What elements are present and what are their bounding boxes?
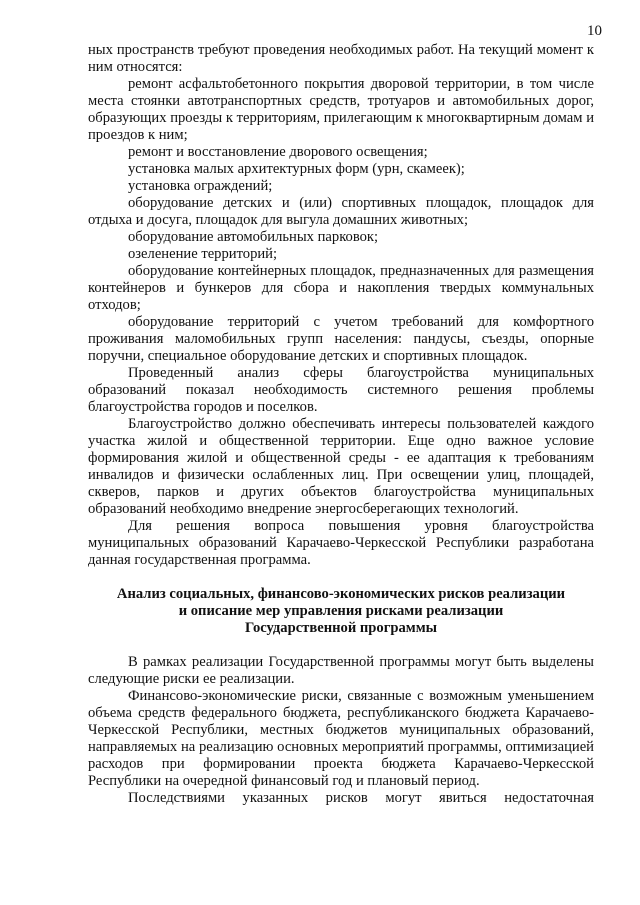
list-item-parking: оборудование автомобильных парковок; xyxy=(128,229,379,245)
paragraph-analysis: Проведенный анализ сферы благоустройства муниципальных образований показал необходимость системного решения проблемы благоустройства городов и поселков. xyxy=(88,365,594,415)
paragraph-risks-intro: В рамках реализации Государственной программы могут быть выделены следующие риски ее реализации. xyxy=(88,654,594,687)
section-heading-line: и описание мер управления рисками реализации xyxy=(178,603,504,619)
section-heading-line: Государственной программы xyxy=(244,620,438,636)
section-heading xyxy=(88,586,594,637)
list-item-small-forms: установка малых архитектурных форм (урн, скамеек); xyxy=(128,161,465,177)
list-item-greening: озеленение территорий; xyxy=(128,246,278,262)
list-item-accessibility: оборудование территорий с учетом требований для комфортного проживания маломобильных групп населения: пандусы, съезды, опорные поручни, специальное оборудование детских и спортивных площадок. xyxy=(88,314,594,364)
paragraph-requirements: Благоустройство должно обеспечивать интересы пользователей каждого участка жилой и общественной территории. Еще одно важное условие формирования жилой и общественной среды - ее адаптация к требованиям инвалидов и физически ослабленных лиц. При освещении улиц, площадей, скверов, парков и других объектов благоустройства муниципальных образований необходимо внедрение энергосберегающих технологий. xyxy=(88,416,594,517)
list-item-lighting: ремонт и восстановление дворового освещения; xyxy=(128,144,428,160)
document-body xyxy=(88,42,594,807)
paragraph-financial-risks: Финансово-экономические риски, связанные с возможным уменьшением объема средств федерального бюджета, республиканского бюджета Карачаево-Черкесской Республики, местных бюджетов муниципальных образований, направляемых на реализацию основных мероприятий программы, оптимизацией расходов при формировании проекта бюджета Карачаево-Черкесской Республики на очередной финансовый год и плановый период. xyxy=(88,688,594,789)
paragraph-program: Для решения вопроса повышения уровня благоустройства муниципальных образований Карачаево-Черкесской Республики разработана данная государственная программа. xyxy=(88,518,594,568)
list-item-asphalt-repair: ремонт асфальтобетонного покрытия дворовой территории, в том числе места стоянки автотранспортных средств, тротуаров и автомобильных дорог, образующих проезды к территориям, прилегающим к многоквартирным домам и проездов к ним; xyxy=(88,76,594,143)
paragraph-continuation: ных пространств требуют проведения необходимых работ. На текущий момент к ним относятся: xyxy=(88,42,594,75)
section-heading-line: Анализ социальных, финансово-экономических рисков реализации xyxy=(116,586,566,602)
paragraph-consequences: Последствиями указанных рисков могут явиться недостаточная xyxy=(128,790,594,806)
list-item-containers: оборудование контейнерных площадок, предназначенных для размещения контейнеров и бункеров для сбора и накопления твердых коммунальных отходов; xyxy=(88,263,594,313)
list-item-playgrounds: оборудование детских и (или) спортивных площадок, площадок для отдыха и досуга, площадок для выгула домашних животных; xyxy=(88,195,594,228)
page-number: 10 xyxy=(587,23,602,39)
list-item-fences: установка ограждений; xyxy=(128,178,273,194)
